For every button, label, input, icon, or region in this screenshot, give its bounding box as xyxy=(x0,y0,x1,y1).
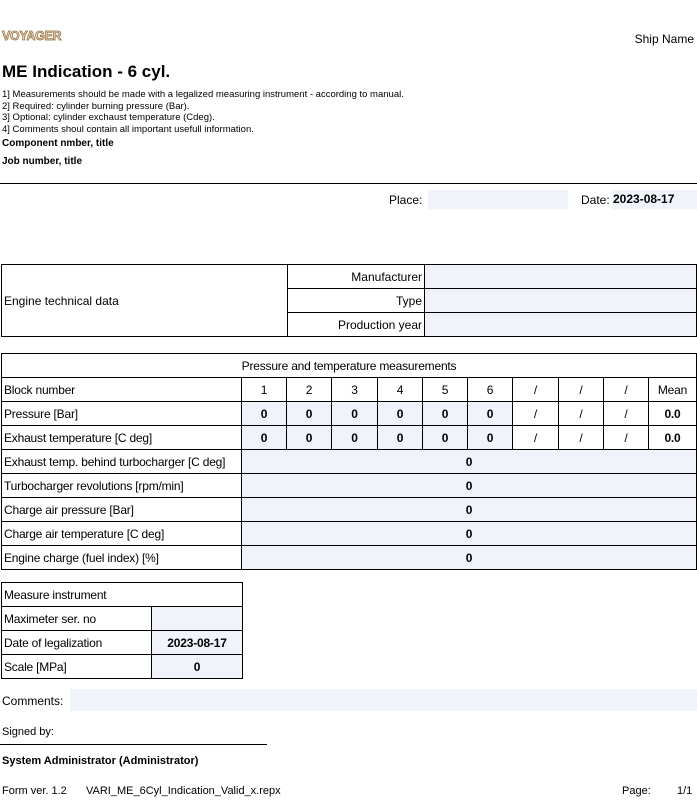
charge-air-temp-label: Charge air temperature [C deg] xyxy=(2,522,242,546)
charge-air-pressure-value[interactable]: 0 xyxy=(242,498,697,522)
instrument-table xyxy=(1,582,243,679)
engine-table xyxy=(1,264,697,337)
block-number-label: Block number xyxy=(2,378,242,402)
pressure-mean: 0.0 xyxy=(649,402,697,426)
header-divider xyxy=(0,183,697,184)
instructions xyxy=(2,89,404,136)
type-label: Type xyxy=(288,289,425,313)
pressure-cell: / xyxy=(513,402,559,426)
measurements-title: Pressure and temperature measurements xyxy=(2,354,697,378)
fuel-index-label: Engine charge (fuel index) [%] xyxy=(2,546,242,570)
pressure-cell[interactable]: 0 xyxy=(468,402,513,426)
fuel-index-value[interactable]: 0 xyxy=(242,546,697,570)
pressure-label: Pressure [Bar] xyxy=(2,402,242,426)
charge-air-pressure-label: Charge air pressure [Bar] xyxy=(2,498,242,522)
exhaust-cell[interactable]: 0 xyxy=(468,426,513,450)
pressure-cell: / xyxy=(604,402,649,426)
legalization-date-field[interactable]: 2023-08-17 xyxy=(152,631,243,655)
voyager-logo xyxy=(2,28,70,44)
comments-field[interactable] xyxy=(70,689,697,711)
pressure-cell[interactable]: 0 xyxy=(287,402,332,426)
pressure-cell[interactable]: 0 xyxy=(242,402,287,426)
production-year-field[interactable] xyxy=(425,313,697,337)
place-label: Place: xyxy=(389,193,423,207)
component-label: Component nmber, title xyxy=(2,138,114,149)
instrument-title: Measure instrument xyxy=(2,583,243,607)
scale-field[interactable]: 0 xyxy=(152,655,243,679)
manufacturer-label: Manufacturer xyxy=(288,265,425,289)
date-label: Date: xyxy=(581,193,610,207)
comments-label: Comments: xyxy=(2,694,64,708)
pressure-cell[interactable]: 0 xyxy=(423,402,468,426)
file-name: VARI_ME_6Cyl_Indication_Valid_x.repx xyxy=(86,785,281,797)
block-col-6: 6 xyxy=(468,378,513,402)
exhaust-cell[interactable]: 0 xyxy=(332,426,378,450)
maximeter-field[interactable] xyxy=(152,607,243,631)
scale-label: Scale [MPa] xyxy=(2,655,152,679)
signature-line xyxy=(0,744,267,745)
charge-air-temp-value[interactable]: 0 xyxy=(242,522,697,546)
turbo-rpm-label: Turbocharger revolutions [rpm/min] xyxy=(2,474,242,498)
exhaust-cell: / xyxy=(513,426,559,450)
block-col-1: 1 xyxy=(242,378,287,402)
block-col-4: 4 xyxy=(378,378,423,402)
page-number: 1/1 xyxy=(677,785,693,797)
block-col-8: / xyxy=(559,378,604,402)
signed-by-label: Signed by: xyxy=(2,726,54,738)
signer-name: System Administrator (Administrator) xyxy=(2,755,199,767)
note-3: 3] Optional: cylinder exchaust temperature (Cdeg). xyxy=(2,112,215,124)
logo-text: VOYAGER xyxy=(2,29,62,43)
production-year-label: Production year xyxy=(288,313,425,337)
block-number-row xyxy=(2,378,697,402)
charge-air-temp-row xyxy=(2,522,697,546)
exhaust-cell[interactable]: 0 xyxy=(378,426,423,450)
turbo-exhaust-value[interactable]: 0 xyxy=(242,450,697,474)
pressure-row xyxy=(2,402,697,426)
page-title: ME Indication - 6 cyl. xyxy=(2,62,171,81)
exhaust-cell[interactable]: 0 xyxy=(242,426,287,450)
note-2: 2] Required: cylinder burning pressure (Bar). xyxy=(2,100,190,112)
exhaust-mean: 0.0 xyxy=(649,426,697,450)
exhaust-cell[interactable]: 0 xyxy=(287,426,332,450)
form-version: Form ver. 1.2 xyxy=(2,785,67,797)
pressure-cell: / xyxy=(559,402,604,426)
block-col-9: / xyxy=(604,378,649,402)
type-field[interactable] xyxy=(425,289,697,313)
job-label: Job number, title xyxy=(2,156,83,167)
exhaust-cell[interactable]: 0 xyxy=(423,426,468,450)
maximeter-label: Maximeter ser. no xyxy=(2,607,152,631)
turbo-exhaust-row xyxy=(2,450,697,474)
charge-air-pressure-row xyxy=(2,498,697,522)
exhaust-cell: / xyxy=(559,426,604,450)
block-col-mean: Mean xyxy=(649,378,697,402)
page-label: Page: xyxy=(622,785,651,797)
block-col-2: 2 xyxy=(287,378,332,402)
note-1: 1] Measurements should be made with a legalized measuring instrument - according to manual. xyxy=(2,89,404,100)
turbo-rpm-row xyxy=(2,474,697,498)
block-col-3: 3 xyxy=(332,378,378,402)
exhaust-label: Exhaust temperature [C deg] xyxy=(2,426,242,450)
exhaust-cell: / xyxy=(604,426,649,450)
measurements-table xyxy=(1,353,697,570)
date-field[interactable]: 2023-08-17 xyxy=(612,190,697,209)
ship-name: Ship Name xyxy=(634,32,694,46)
manufacturer-field[interactable] xyxy=(425,265,697,289)
legalization-date-label: Date of legalization xyxy=(2,631,152,655)
pressure-cell[interactable]: 0 xyxy=(332,402,378,426)
turbo-rpm-value[interactable]: 0 xyxy=(242,474,697,498)
turbo-exhaust-label: Exhaust temp. behind turbocharger [C deg] xyxy=(2,450,242,474)
engine-label: Engine technical data xyxy=(2,265,288,337)
place-field[interactable] xyxy=(428,190,568,209)
block-col-5: 5 xyxy=(423,378,468,402)
fuel-index-row xyxy=(2,546,697,570)
pressure-cell[interactable]: 0 xyxy=(378,402,423,426)
exhaust-row xyxy=(2,426,697,450)
note-4: 4] Comments shoul contain all important usefull information. xyxy=(2,124,254,136)
block-col-7: / xyxy=(513,378,559,402)
